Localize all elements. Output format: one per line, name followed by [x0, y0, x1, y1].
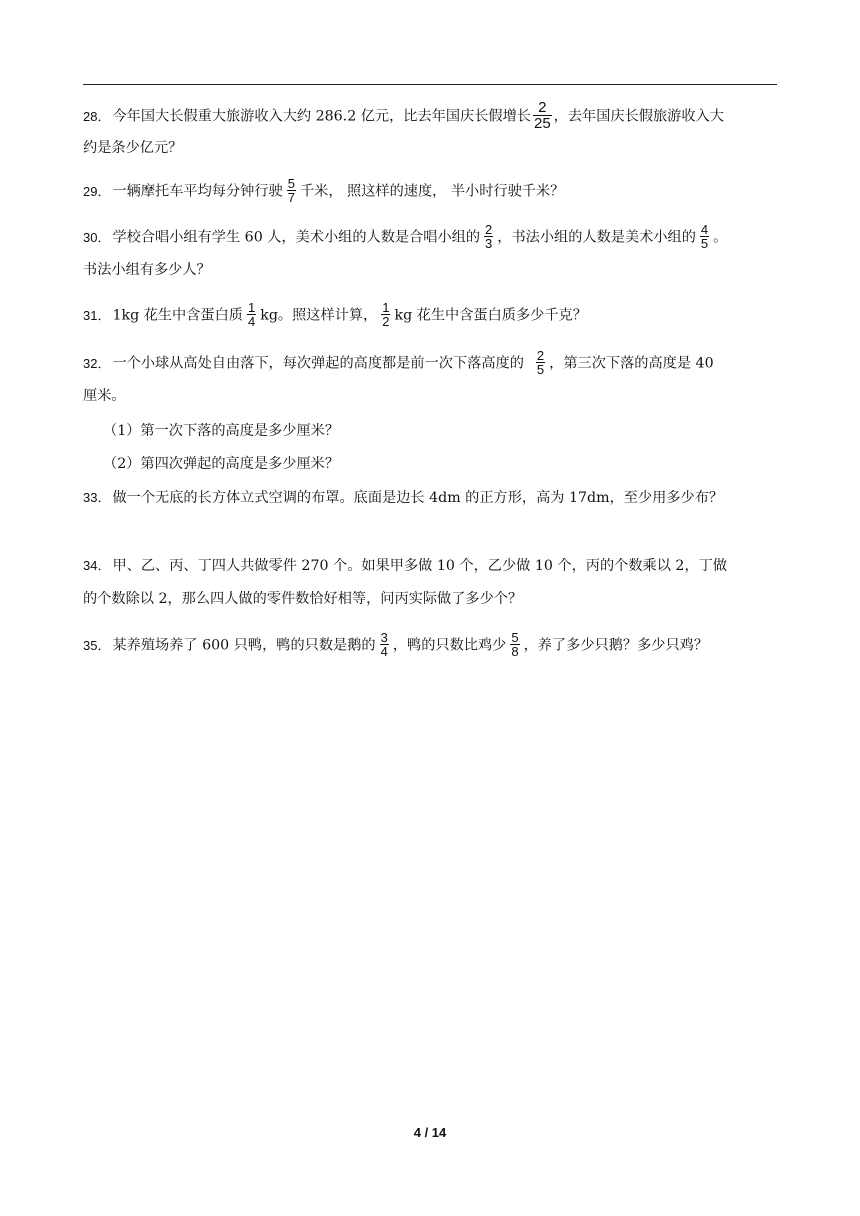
question-35: [83, 632, 708, 659]
question-32-sub1: （1）第一次下落的高度是多少厘米？: [103, 423, 340, 439]
fraction-numerator: 2: [485, 222, 493, 237]
fraction-numerator: 1: [248, 300, 256, 315]
fraction: [247, 301, 256, 328]
fraction-numerator: 2: [536, 348, 545, 363]
fraction-numerator: 5: [287, 176, 295, 191]
question-text: 甲、乙、丙、丁四人共做零件 270 个。如果甲多做 10 个，乙少做 10 个，丙的个数乘以 2，丁做: [112, 558, 728, 574]
fraction-numerator: 4: [700, 222, 709, 237]
fraction-numerator: 3: [380, 630, 388, 645]
fraction: [536, 349, 545, 376]
fraction-denominator: 5: [536, 362, 545, 377]
question-32-cont: 厘米。: [83, 388, 126, 404]
question-text: 1kg 花生中含蛋白质: [112, 307, 243, 324]
fraction-numerator: 2: [533, 100, 552, 116]
fraction: [700, 223, 709, 250]
question-number: 32．: [83, 355, 111, 371]
fraction-denominator: 4: [380, 644, 388, 659]
fraction-denominator: 4: [248, 314, 256, 329]
fraction-numerator: 1: [382, 300, 390, 315]
fraction: [380, 631, 389, 658]
question-32: [83, 350, 714, 377]
question-number: 30．: [83, 229, 111, 245]
question-number: 28．: [83, 108, 111, 124]
question-text: kg 花生中含蛋白质多少千克？: [394, 307, 587, 324]
fraction: [484, 223, 493, 250]
header-rule: [83, 84, 777, 85]
fraction: [510, 631, 519, 658]
question-34: [83, 556, 727, 576]
question-text: ，书法小组的人数是美术小组的: [497, 229, 696, 246]
question-text: 一个小球从高处自由落下，每次弹起的高度都是前一次下落高度的: [112, 355, 524, 372]
question-text: ，养了多少只鹅？多少只鸡？: [523, 637, 709, 654]
fraction-denominator: 5: [700, 236, 709, 251]
question-33: [83, 488, 723, 508]
question-number: 31．: [83, 307, 111, 323]
question-30-cont: 书法小组有多少人？: [83, 262, 211, 278]
question-text: ，第三次下落的高度是 40: [549, 355, 714, 372]
fraction-denominator: 25: [533, 115, 551, 132]
question-number: 34．: [83, 558, 111, 573]
question-text: kg。照这样计算，: [260, 307, 378, 324]
fraction-denominator: 7: [287, 190, 295, 205]
question-29: [83, 178, 564, 205]
question-text: 今年国大长假重大旅游收入大约 286.2 亿元，比去年国庆长假增长: [112, 108, 531, 125]
fraction-denominator: 8: [511, 644, 519, 659]
question-text: 学校合唱小组有学生 60 人，美术小组的人数是合唱小组的: [112, 229, 481, 246]
question-text: ，去年国庆长假旅游收入大: [553, 108, 724, 125]
fraction: [381, 301, 390, 328]
question-30: [83, 224, 727, 251]
question-text: ，鸭的只数比鸡少: [392, 637, 507, 654]
fraction: [533, 100, 552, 131]
fraction-denominator: 2: [382, 314, 390, 329]
question-text: 千米， 照这样的速度， 半小时行驶千米？: [299, 183, 565, 200]
question-34-cont: 的个数除以 2，那么四人做的零件数恰好相等，问丙实际做了多少个？: [83, 591, 523, 607]
fraction: [287, 177, 296, 204]
question-number: 33．: [83, 490, 111, 505]
question-text: 。: [713, 229, 728, 246]
question-28-cont: 约是条少亿元？: [83, 140, 183, 156]
question-number: 29．: [83, 183, 111, 199]
fraction-numerator: 5: [511, 630, 519, 645]
question-number: 35．: [83, 637, 111, 653]
question-31: [83, 302, 587, 329]
page-number: 4 / 14: [413, 1125, 447, 1140]
question-text: 某养殖场养了 600 只鸭，鸭的只数是鹅的: [112, 637, 376, 654]
question-text: 做一个无底的长方体立式空调的布罩。底面是边长 4dm 的正方形，高为 17dm，至少用多少布？: [112, 490, 724, 506]
question-text: 一辆摩托车平均每分钟行驶: [112, 183, 283, 200]
question-28: [83, 101, 724, 132]
fraction-denominator: 3: [485, 236, 493, 251]
question-32-sub2: （2）第四次弹起的高度是多少厘米？: [103, 456, 340, 472]
